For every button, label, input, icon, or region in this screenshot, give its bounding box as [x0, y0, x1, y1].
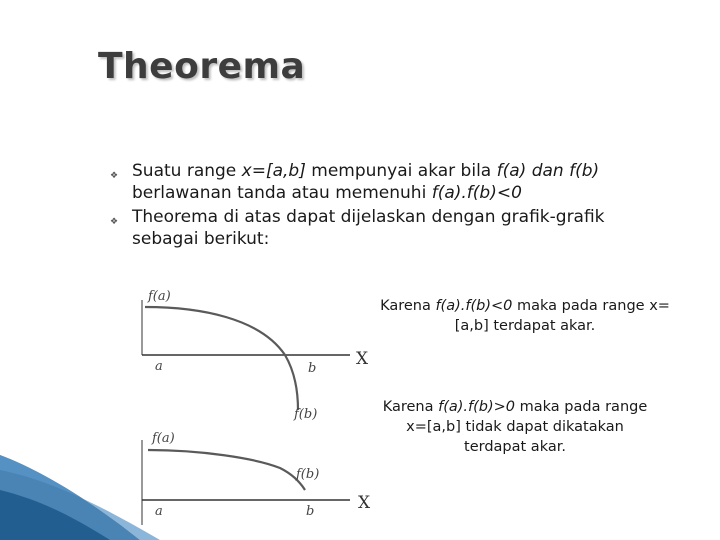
- bullet-text: berlawanan tanda atau memenuhi: [132, 183, 432, 203]
- bullet-marker-icon: ❖: [110, 217, 119, 227]
- caption-root-exists: [370, 296, 680, 336]
- bullet-math: f(a) dan f(b): [496, 161, 600, 181]
- bullet-text: Suatu range: [132, 161, 242, 181]
- caption-no-root: [380, 397, 650, 457]
- a-label: a: [155, 359, 163, 374]
- fb-label: f(b): [294, 407, 318, 422]
- fa-label: f(a): [152, 431, 175, 446]
- a-label: a: [155, 504, 163, 519]
- slide-title: Theorema: [98, 46, 306, 87]
- caption-text: Karena: [382, 399, 439, 415]
- bullet-text: Theorema di atas dapat dijelaskan dengan grafik-grafik sebagai berikut:: [132, 207, 605, 249]
- caption-text: maka pada range x=[a,b] terdapat akar.: [454, 298, 670, 334]
- bullet-text: mempunyai akar bila: [305, 161, 497, 181]
- caption-text: Karena: [380, 298, 436, 314]
- bullet-math: x=[a,b]: [241, 161, 306, 181]
- bullet-math: f(a).f(b)<0: [431, 183, 522, 203]
- bullet-marker-icon: ❖: [110, 171, 119, 181]
- x-axis-label: X: [356, 349, 369, 369]
- caption-text: maka pada range x=[a,b] tidak dapat dikatakan terdapat akar.: [406, 399, 648, 455]
- caption-math: f(a).f(b)>0: [438, 399, 516, 415]
- fa-label: f(a): [148, 289, 171, 304]
- caption-math: f(a).f(b)<0: [435, 298, 513, 314]
- b-label: b: [308, 361, 317, 376]
- x-axis-label: X: [358, 493, 371, 513]
- b-label: b: [306, 504, 315, 519]
- fb-label: f(b): [296, 467, 320, 482]
- function-curve: [148, 450, 305, 490]
